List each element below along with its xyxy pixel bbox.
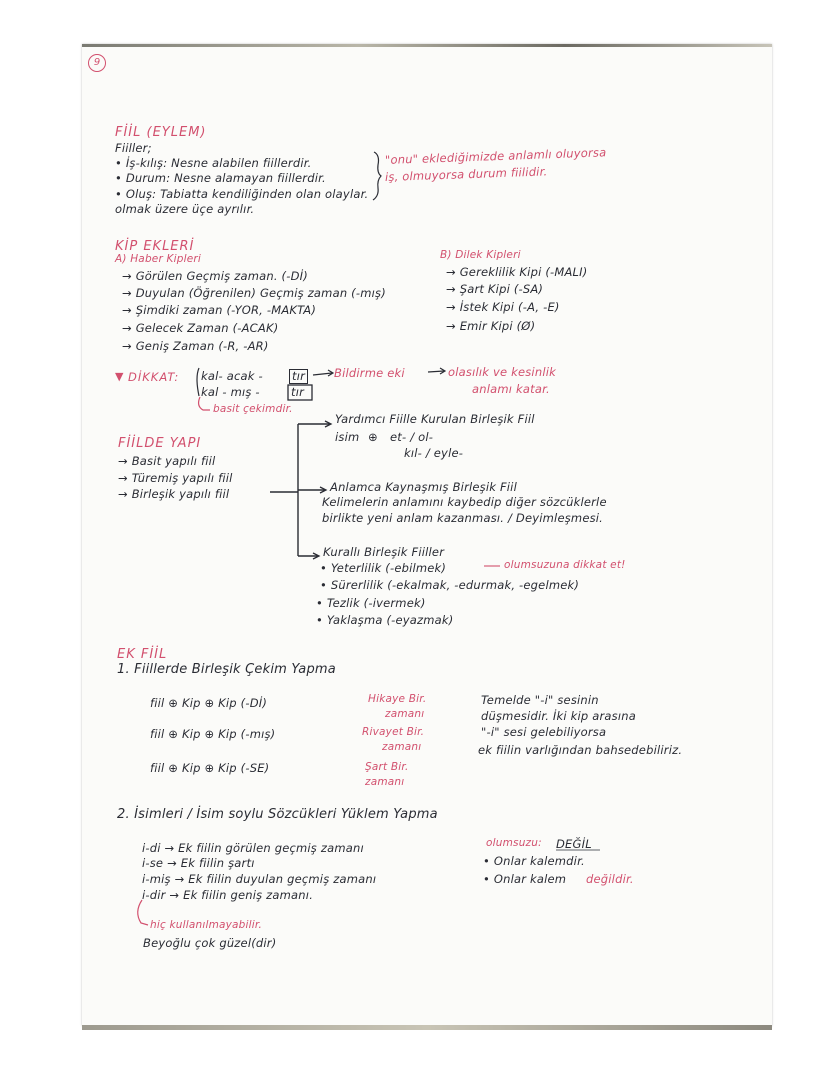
ek-fiil-row-1: fiil ⊕ Kip ⊕ Kip (-Dİ) xyxy=(150,696,268,710)
dikkat-line-2: kal - mış - xyxy=(201,385,260,399)
temelde-line-2: düşmesidir. İki kip arasına xyxy=(481,709,636,723)
dilek-item-1: → Gereklilik Kipi (-MALI) xyxy=(446,265,588,279)
dikkat-line-1: kal- acak - xyxy=(201,369,263,383)
onlar-example-1: • Onlar kalemdir. xyxy=(483,854,585,868)
dikkat-box-2-frame xyxy=(288,385,312,400)
ek-fiil-row-1-note-2: zamanı xyxy=(385,708,425,720)
haber-item-4: → Gelecek Zaman (-ACAK) xyxy=(122,321,279,335)
page-title: FİİL (EYLEM) xyxy=(115,125,207,140)
plus-icon: ⊕ xyxy=(368,430,378,444)
ek-fiil-row-2: fiil ⊕ Kip ⊕ Kip (-mış) xyxy=(150,727,276,741)
ek-fiil-row-1-note-1: Hikaye Bir. xyxy=(368,693,427,705)
fiiller-note-1: "onu" eklediğimizde anlamlı oluyorsa xyxy=(384,145,607,167)
yardimci-kil-eyle: kıl- / eyle- xyxy=(404,446,464,460)
olumsuzu-word: DEĞİL xyxy=(556,837,592,851)
fiiller-line-1: • İş-kılış: Nesne alabilen fiillerdir. xyxy=(115,156,312,170)
dilek-item-3: → İstek Kipi (-A, -E) xyxy=(446,300,560,314)
dikkat-result-1: olasılık ve kesinlik xyxy=(448,365,556,379)
hic-arrow xyxy=(138,900,148,925)
haber-kipleri-title: A) Haber Kipleri xyxy=(115,253,202,265)
dilek-item-2: → Şart Kipi (-SA) xyxy=(446,282,544,296)
ek-fiil-title: EK FİİL xyxy=(117,647,168,662)
fiiller-bracket xyxy=(373,152,381,200)
fiiller-line-4: olmak üzere üçe ayrılır. xyxy=(115,202,255,216)
haber-item-2: → Duyulan (Öğrenilen) Geçmiş zaman (-mış) xyxy=(122,286,386,300)
basit-arrow xyxy=(199,397,210,410)
ek-fiil-row-3-note-2: zamanı xyxy=(365,776,405,788)
kuralli-title: Kurallı Birleşik Fiiller xyxy=(323,545,445,559)
fiiller-line-2: • Durum: Nesne alamayan fiillerdir. xyxy=(115,171,326,185)
ek-fiil-row-3: fiil ⊕ Kip ⊕ Kip (-SE) xyxy=(150,761,270,775)
ek-fiil-row-2-note-2: zamanı xyxy=(382,741,422,753)
ek-fiil-row-3-note-1: Şart Bir. xyxy=(365,761,409,773)
warning-icon: ▼ xyxy=(115,370,124,383)
sec2-item-2: i-se → Ek fiilin şartı xyxy=(142,856,255,870)
olumsuz-note: olumsuzuna dikkat et! xyxy=(504,559,626,571)
anlamca-line-1: Kelimelerin anlamını kaybedip diğer sözcüklerle xyxy=(322,495,607,509)
onlar-example-2b: değildir. xyxy=(586,872,634,886)
hic-kullanilmayabilir: hiç kullanılmayabilir. xyxy=(150,919,262,931)
result-arrow xyxy=(428,371,444,372)
sec2-item-4: i-dir → Ek fiilin geniş zamanı. xyxy=(142,888,314,902)
dilek-item-4: → Emir Kipi (Ø) xyxy=(446,319,536,333)
page-number: 9 xyxy=(88,54,106,72)
fiiller-label: Fiiller; xyxy=(115,141,152,155)
kuralli-item-4: • Yaklaşma (-eyazmak) xyxy=(316,613,454,627)
yapi-item-3: → Birleşik yapılı fiil xyxy=(118,487,230,501)
yardimci-isim: isim xyxy=(335,430,360,444)
temelde-line-1: Temelde "-i" sesinin xyxy=(481,693,599,707)
fiiller-line-3: • Oluş: Tabiatta kendiliğinden olan olaylar. xyxy=(115,187,369,201)
haber-item-5: → Geniş Zaman (-R, -AR) xyxy=(122,339,269,353)
yardimci-title: Yardımcı Fiille Kurulan Birleşik Fiil xyxy=(335,412,535,426)
ek-fiil-sec2-title: 2. İsimleri / İsim soylu Sözcükleri Yüklem Yapma xyxy=(117,807,438,822)
olumsuzu-label: olumsuzu: xyxy=(486,837,542,849)
basit-cekim: basit çekimdir. xyxy=(213,403,293,415)
dikkat-label: DİKKAT: xyxy=(128,370,180,384)
sec2-item-1: i-di → Ek fiilin görülen geçmiş zamanı xyxy=(142,841,364,855)
temelde-line-3: "-i" sesi gelebiliyorsa xyxy=(481,725,607,739)
haber-item-3: → Şimdiki zaman (-YOR, -MAKTA) xyxy=(122,303,317,317)
kuralli-item-3: • Tezlik (-ivermek) xyxy=(316,596,426,610)
anlamca-line-2: birlikte yeni anlam kazanması. / Deyimleşmesi. xyxy=(322,511,604,525)
yapi-item-1: → Basit yapılı fiil xyxy=(118,454,216,468)
ek-fiil-row-2-note-1: Rivayet Bir. xyxy=(362,726,425,738)
sec2-item-3: i-miş → Ek fiilin duyulan geçmiş zamanı xyxy=(142,872,377,886)
dikkat-result-2: anlamı katar. xyxy=(472,382,550,396)
dikkat-box-1: tır xyxy=(289,369,308,384)
fiilde-yapi-title: FİİLDE YAPI xyxy=(118,436,202,451)
yardimci-et-ol: et- / ol- xyxy=(390,430,434,444)
haber-item-1: → Görülen Geçmiş zaman. (-Dİ) xyxy=(122,269,308,283)
kuralli-item-1: • Yeterlilik (-ebilmek) xyxy=(320,561,447,575)
kuralli-item-2: • Sürerlilik (-ekalmak, -edurmak, -egelmek) xyxy=(320,578,580,592)
beyoglu-example: Beyoğlu çok güzel(dir) xyxy=(143,936,277,950)
kip-ekleri-title: KİP EKLERİ xyxy=(115,239,195,254)
anlamca-title: Anlamca Kaynaşmış Birleşik Fiil xyxy=(330,480,517,494)
dilek-kipleri-title: B) Dilek Kipleri xyxy=(440,249,521,261)
dikkat-box-2: tır xyxy=(291,385,305,399)
fiiller-note-2: iş, olmuyorsa durum fiilidir. xyxy=(384,164,548,184)
dikkat-bracket xyxy=(197,368,199,396)
ek-fiil-sec1-title: 1. Fiillerde Birleşik Çekim Yapma xyxy=(117,662,336,677)
bildirme-eki: Bildirme eki xyxy=(334,366,405,380)
yapi-item-2: → Türemiş yapılı fiil xyxy=(118,471,233,485)
temelde-line-4: ek fiilin varlığından bahsedebiliriz. xyxy=(478,743,683,757)
onlar-example-2a: • Onlar kalem xyxy=(483,872,567,886)
